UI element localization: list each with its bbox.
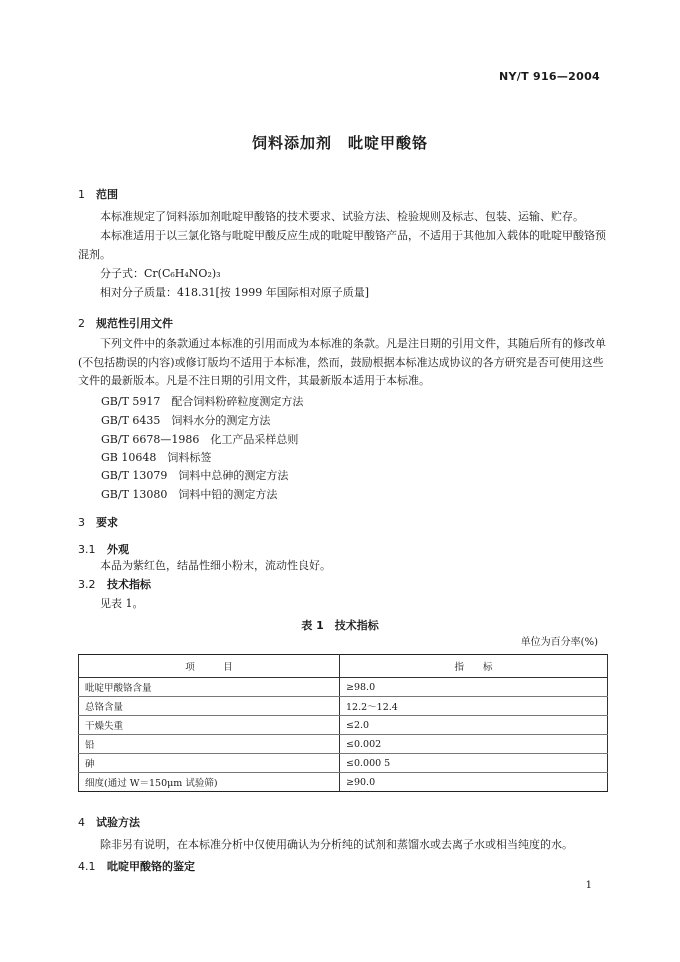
- page-number: 1: [585, 880, 592, 891]
- section-title: 试验方法: [96, 816, 140, 829]
- molecular-mass: 相对分子质量：418.31[按 1999 年国际相对原子质量]: [100, 286, 370, 299]
- table-row: [79, 678, 608, 697]
- see-table-text: 见表 1。: [100, 597, 144, 610]
- table-cell-value: ≤0.000 5: [340, 754, 608, 773]
- table-cell-item: 总铬含量: [79, 697, 340, 716]
- section-number: 4: [78, 816, 85, 829]
- column-header-value: 指 标: [340, 655, 608, 678]
- table-cell-item: 砷: [79, 754, 340, 773]
- table-unit: 单位为百分率(%): [520, 637, 598, 648]
- table-row: [79, 754, 608, 773]
- section-1-para-1: 本标准规定了饲料添加剂吡啶甲酸铬的技术要求、试验方法、检验规则及标志、包装、运输、贮存。: [100, 210, 584, 223]
- table-header-row: [79, 655, 608, 678]
- reference-item: GB 10648 饲料标签: [101, 451, 212, 464]
- reference-item: GB/T 6435 饲料水分的测定方法: [101, 414, 271, 427]
- section-3-1-heading: [78, 541, 129, 557]
- section-title: 外观: [107, 543, 129, 556]
- table-cell-item: 吡啶甲酸铬含量: [79, 678, 340, 697]
- reference-item: GB/T 5917 配合饲料粉碎粒度测定方法: [101, 395, 304, 408]
- section-number: 3.2: [78, 578, 96, 591]
- document-title: 饲料添加剂 吡啶甲酸铬: [251, 134, 428, 152]
- table-cell-value: ≤2.0: [340, 716, 608, 735]
- reference-item: GB/T 13079 饲料中总砷的测定方法: [101, 469, 289, 482]
- section-1-para-2: 本标准适用于以三氯化铬与吡啶甲酸反应生成的吡啶甲酸铬产品，不适用于其他加入载体的吡啶甲酸铬预混剂。: [78, 229, 606, 261]
- section-2-heading: [78, 315, 173, 331]
- section-number: 3.1: [78, 543, 96, 556]
- section-number: 2: [78, 317, 85, 330]
- column-header-item: 项 目: [79, 655, 340, 678]
- table-row: [79, 697, 608, 716]
- section-title: 规范性引用文件: [96, 317, 173, 330]
- section-4-para: 除非另有说明，在本标准分析中仅使用确认为分析纯的试剂和蒸馏水或去离子水或相当纯度的水。: [100, 838, 573, 851]
- table-cell-item: 细度(通过 W＝150μm 试验筛): [79, 773, 340, 792]
- section-number: 1: [78, 188, 85, 201]
- table-cell-value: 12.2～12.4: [340, 697, 608, 716]
- table-row: [79, 735, 608, 754]
- section-number: 4.1: [78, 860, 96, 873]
- table-cell-value: ≥90.0: [340, 773, 608, 792]
- section-4-1-heading: [78, 858, 195, 874]
- section-2-para: 下列文件中的条款通过本标准的引用而成为本标准的条款。凡是注日期的引用文件，其随后所有的修改单(不包括勘误的内容)或修订版均不适用于本标准，然而，鼓励根据本标准达成协议的各方研究是否可使用这些文件的最新版本。凡是不注日期的引用文件，其最新版本适用于本标准。: [78, 337, 606, 387]
- reference-item: GB/T 6678—1986 化工产品采样总则: [101, 433, 299, 446]
- section-title: 要求: [96, 516, 118, 529]
- table-cell-value: ≥98.0: [340, 678, 608, 697]
- table-row: [79, 716, 608, 735]
- table-cell-item: 干燥失重: [79, 716, 340, 735]
- table-cell-value: ≤0.002: [340, 735, 608, 754]
- section-3-heading: [78, 514, 118, 530]
- standard-code: NY/T 916—2004: [499, 70, 600, 83]
- section-title: 技术指标: [107, 578, 151, 591]
- table-cell-item: 铅: [79, 735, 340, 754]
- section-title: 吡啶甲酸铬的鉴定: [107, 860, 195, 873]
- table-row: [79, 773, 608, 792]
- appearance-text: 本品为紫红色，结晶性细小粉末，流动性良好。: [100, 559, 331, 572]
- reference-item: GB/T 13080 饲料中铅的测定方法: [101, 488, 278, 501]
- section-3-2-heading: [78, 576, 151, 592]
- spec-table: [78, 654, 608, 792]
- section-1-heading: [78, 186, 118, 202]
- section-number: 3: [78, 516, 85, 529]
- section-4-heading: [78, 814, 140, 830]
- molecular-formula: 分子式：Cr(C₆H₄NO₂)₃: [100, 267, 221, 280]
- table-caption: 表 1 技术指标: [301, 619, 379, 632]
- section-title: 范围: [96, 188, 118, 201]
